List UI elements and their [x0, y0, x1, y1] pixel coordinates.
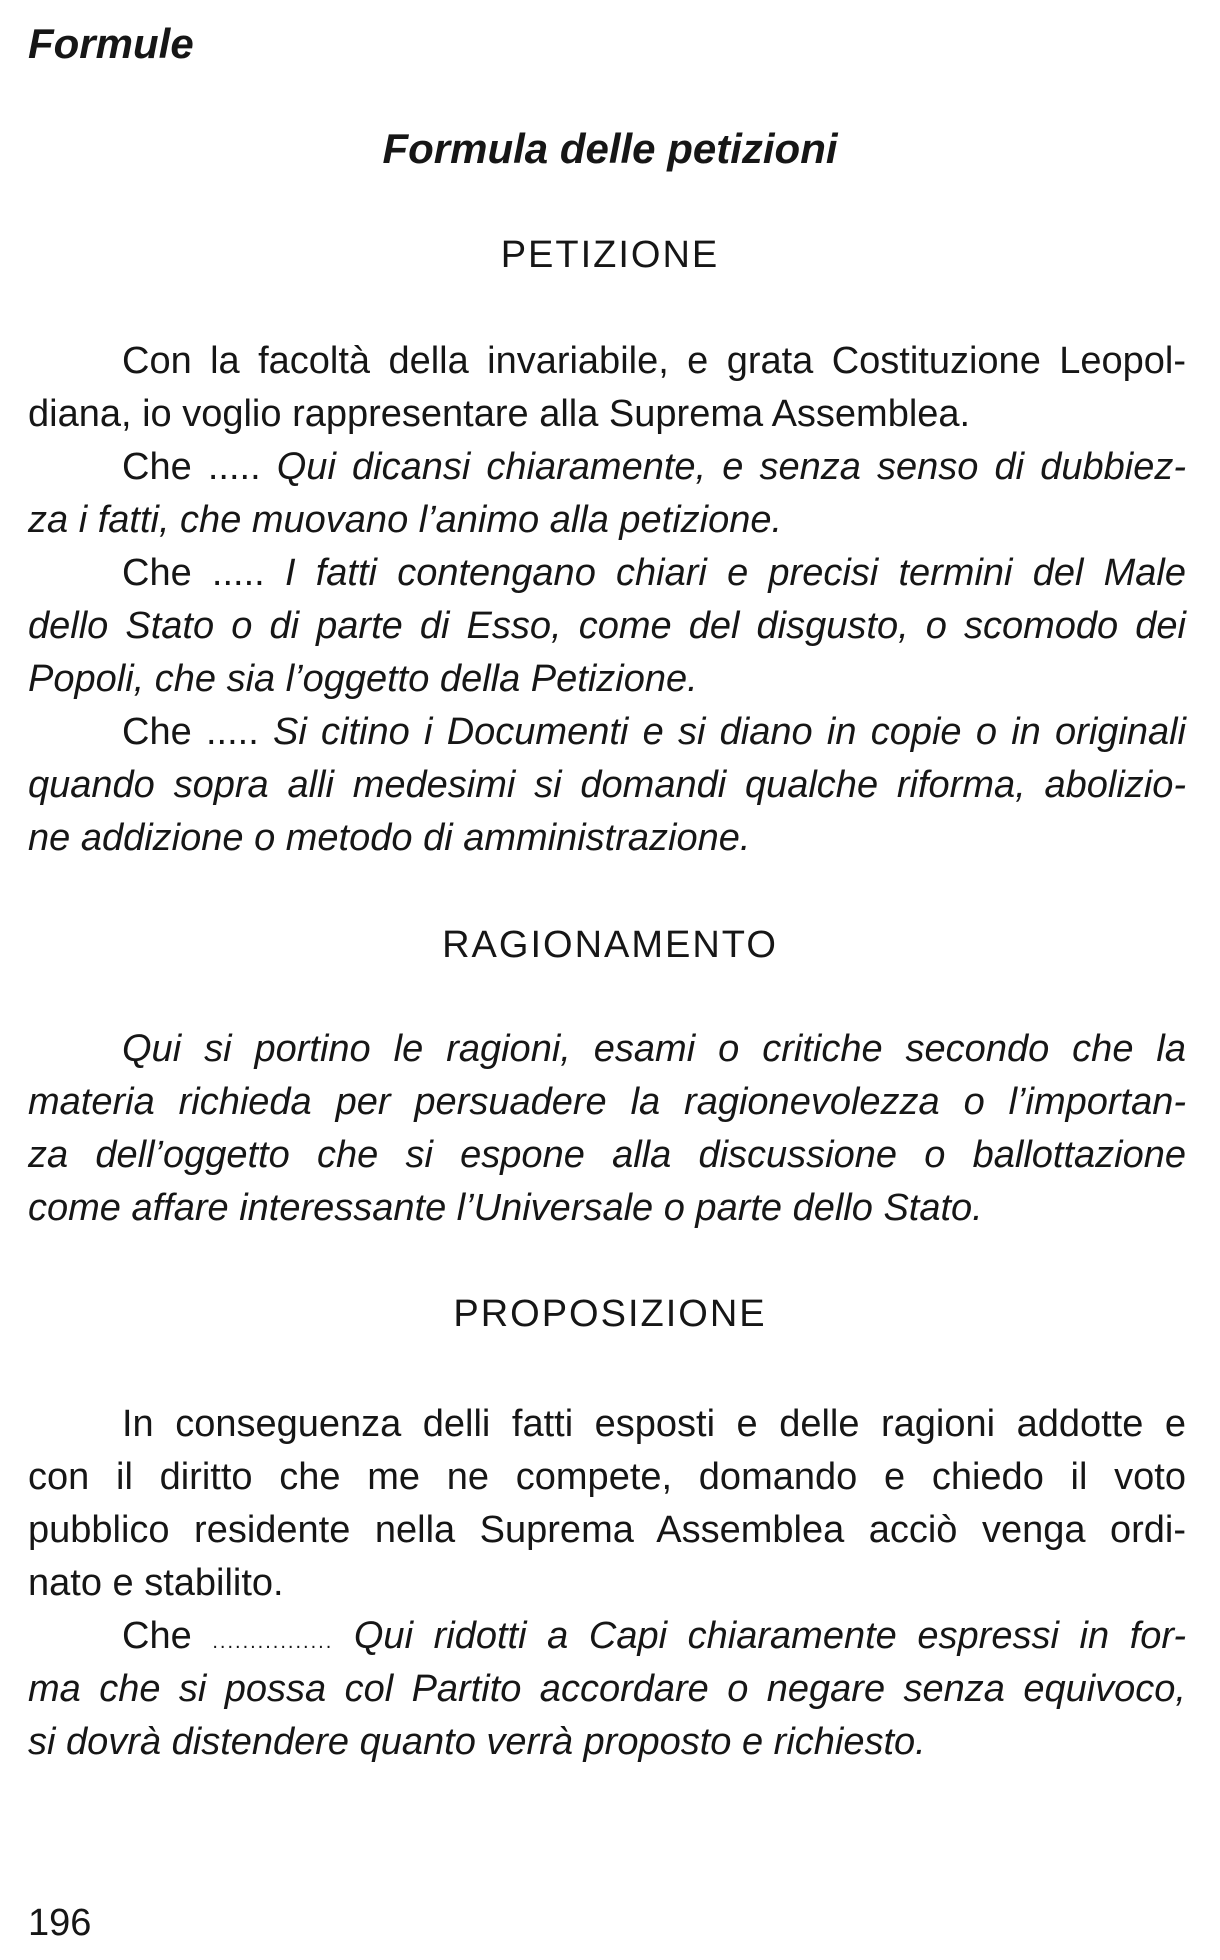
text-line: diana, io voglio rappresentare alla Suprema Assemblea.	[28, 393, 971, 435]
text-line: dello Stato o di parte di Esso, come del disgusto, o scomodo dei	[28, 605, 1186, 647]
text-line: In conseguenza delli fatti esposti e delle ragioni addotte e	[122, 1403, 1186, 1445]
text-line: quando sopra alli medesimi si domandi qualche riforma, abolizio-	[28, 764, 1186, 806]
italic-text: Qui ridotti a Capi chiaramente espressi in for-	[353, 1615, 1187, 1657]
text-line: materia richieda per persuadere la ragionevolezza o l’importan-	[28, 1081, 1186, 1123]
text-line: si dovrà distendere quanto verrà proposto e richiesto.	[28, 1721, 926, 1763]
line-lead: Che .....	[122, 552, 265, 594]
line-lead: Che	[122, 1615, 192, 1657]
dotted-leader: ................	[212, 1631, 334, 1653]
text-line: ne addizione o metodo di amministrazione.	[28, 817, 751, 859]
section-heading: RAGIONAMENTO	[442, 924, 778, 966]
text-line: Popoli, che sia l’oggetto della Petizione.	[28, 658, 698, 700]
line-lead: Che .....	[122, 711, 259, 753]
document-title: Formula delle petizioni	[382, 125, 838, 172]
section-heading: PETIZIONE	[500, 234, 720, 276]
text-line: nato e stabilito.	[28, 1562, 284, 1604]
text-line	[122, 706, 1186, 759]
page-number: 196	[28, 1902, 92, 1944]
text-line: ma che si possa col Partito accordare o negare senza equivoco,	[28, 1668, 1186, 1710]
text-line	[122, 441, 1186, 494]
running-header: Formule	[28, 20, 194, 67]
line-lead: Che .....	[122, 446, 261, 488]
text-line	[122, 1610, 1186, 1663]
italic-text: Qui dicansi chiaramente, e senza senso di dubbiez-	[276, 446, 1186, 488]
text-line: con il diritto che me ne compete, domando e chiedo il voto	[28, 1456, 1186, 1498]
text-line: za dell’oggetto che si espone alla discussione o ballottazione	[28, 1134, 1186, 1176]
italic-text: I fatti contengano chiari e precisi termini del Male	[284, 552, 1186, 594]
text-line: pubblico residente nella Suprema Assemblea acciò venga ordi-	[28, 1509, 1186, 1551]
italic-text: Si citino i Documenti e si diano in copie o in originali	[273, 711, 1186, 753]
section-heading: PROPOSIZIONE	[453, 1293, 767, 1335]
text-line: Qui si portino le ragioni, esami o critiche secondo che la	[122, 1028, 1186, 1070]
text-line: come affare interessante l’Universale o parte dello Stato.	[28, 1187, 983, 1229]
text-line: za i fatti, che muovano l’animo alla petizione.	[28, 499, 783, 541]
text-line	[122, 547, 1186, 600]
text-line: Con la facoltà della invariabile, e grata Costituzione Leopol-	[122, 340, 1186, 382]
